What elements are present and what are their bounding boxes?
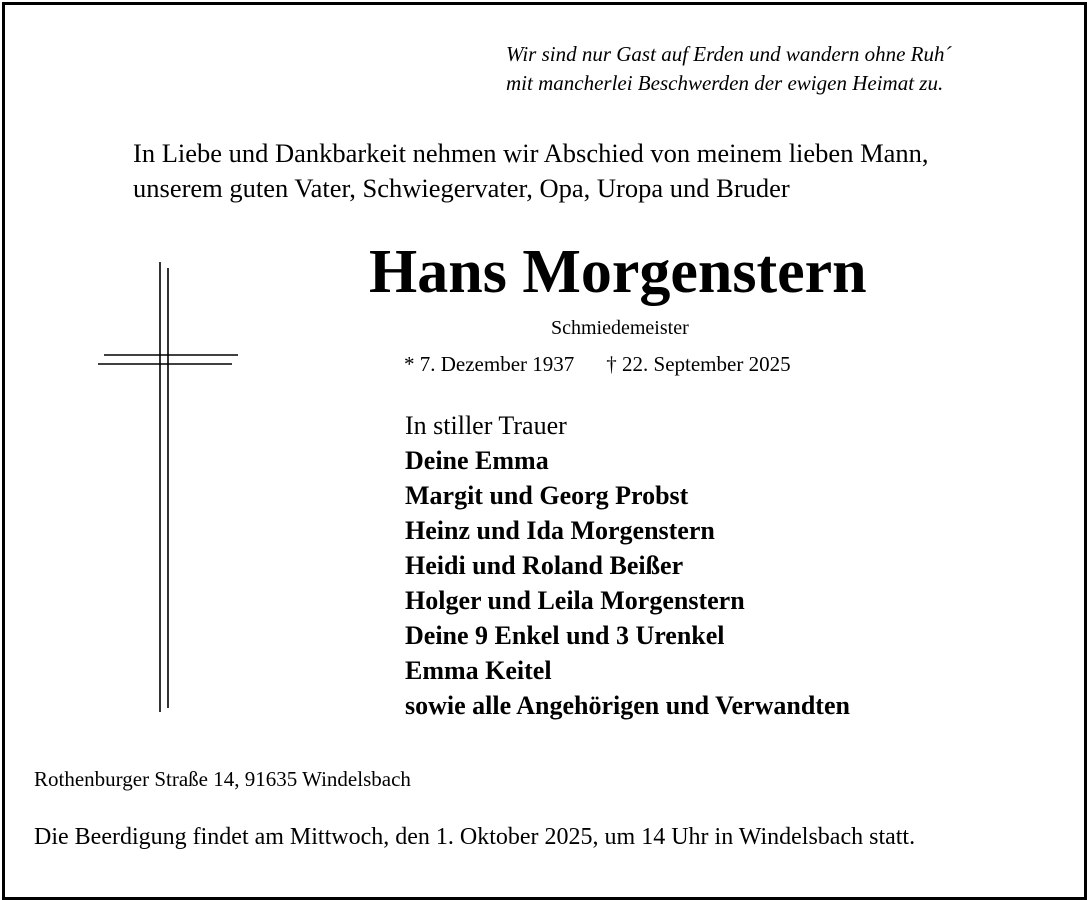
mourners-list xyxy=(405,408,850,723)
mourner-name: Emma Keitel xyxy=(405,656,552,685)
deceased-name: Hans Morgenstern xyxy=(369,238,867,306)
funeral-info: Die Beerdigung findet am Mittwoch, den 1. Oktober 2025, um 14 Uhr in Windelsbach statt. xyxy=(34,824,916,850)
motto-verse xyxy=(506,40,951,98)
motto-line-2: mit mancherlei Beschwerden der ewigen Heimat zu. xyxy=(506,71,944,95)
mourner-name: Deine Emma xyxy=(405,446,549,475)
intro-text xyxy=(133,136,929,206)
intro-line-2: unserem guten Vater, Schwiegervater, Opa, Uropa und Bruder xyxy=(133,173,790,203)
motto-line-1: Wir sind nur Gast auf Erden und wandern ohne Ruh´ xyxy=(506,42,952,66)
life-dates xyxy=(404,350,791,378)
mourner-name: Heidi und Roland Beißer xyxy=(405,551,684,580)
cross-icon xyxy=(96,260,246,715)
mourner-name: Deine 9 Enkel und 3 Urenkel xyxy=(405,621,725,650)
birth-date: * 7. Dezember 1937 xyxy=(404,352,575,376)
mourner-name: Margit und Georg Probst xyxy=(405,481,689,510)
mourner-name: Holger und Leila Morgenstern xyxy=(405,586,745,615)
intro-line-1: In Liebe und Dankbarkeit nehmen wir Abschied von meinem lieben Mann, xyxy=(133,138,929,168)
mourners-header: In stiller Trauer xyxy=(405,411,567,440)
address: Rothenburger Straße 14, 91635 Windelsbach xyxy=(34,767,411,791)
mourner-name: sowie alle Angehörigen und Verwandten xyxy=(405,691,850,720)
mourner-name: Heinz und Ida Morgenstern xyxy=(405,516,715,545)
deceased-profession: Schmiedemeister xyxy=(551,317,689,339)
death-date: † 22. September 2025 xyxy=(606,352,791,376)
